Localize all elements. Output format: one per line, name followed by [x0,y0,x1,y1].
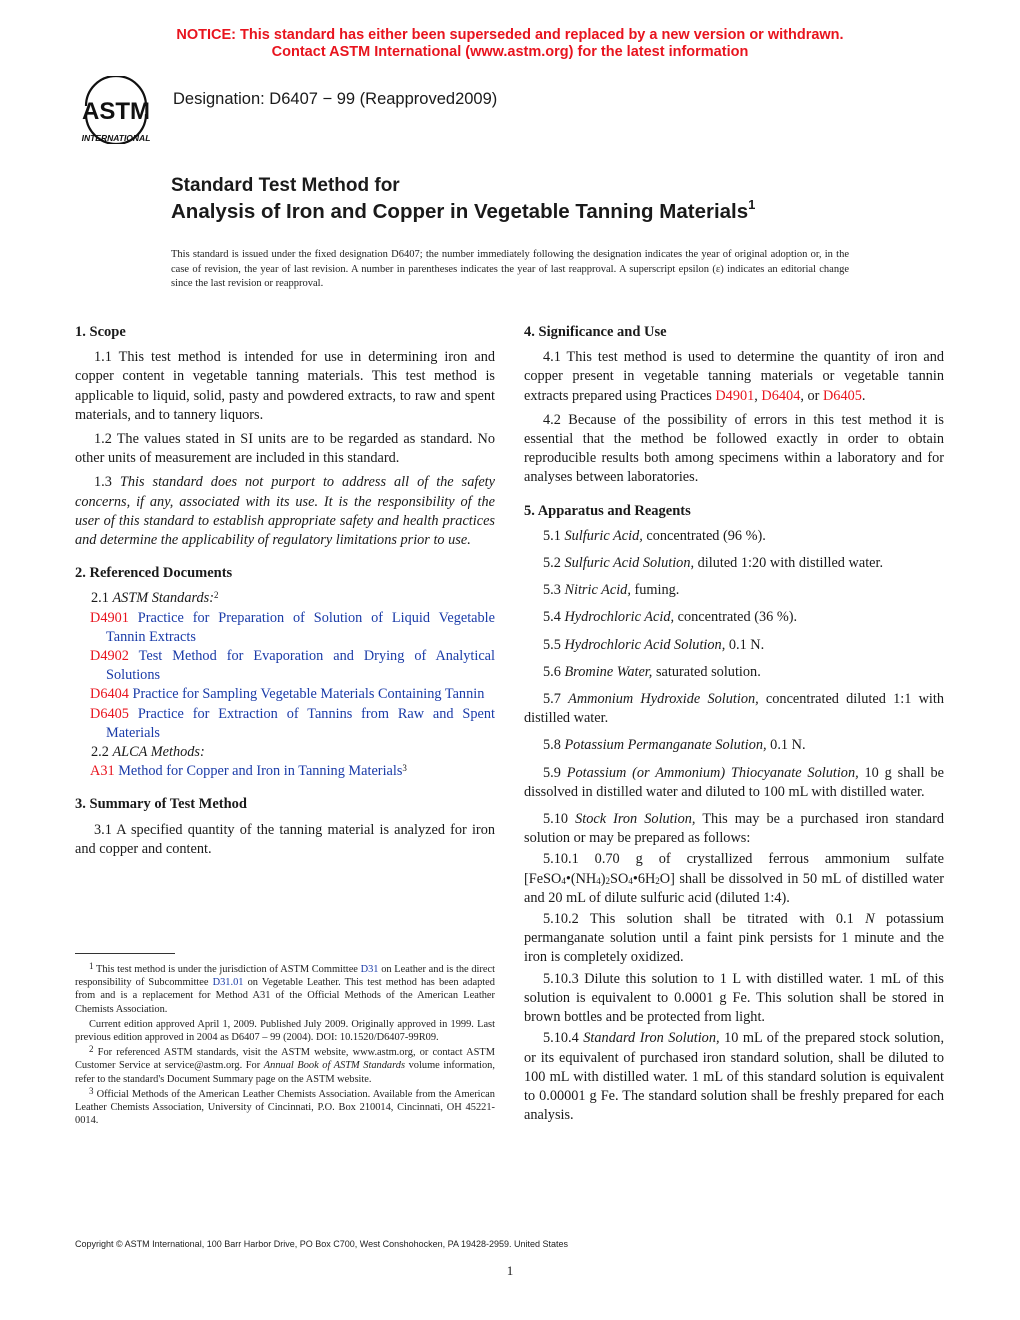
withdrawn-notice [0,27,1020,61]
item-5-2: 5.2 Sulfuric Acid Solution, diluted 1:20 with distilled water. [543,555,884,572]
section-heading-apparatus: 5. Apparatus and Reagents [524,502,691,519]
footnote-3: $^3$ Official Methods of the American Leather Chemists Association. Available from the American Leather Chemists Association, University of Cincinnati, P.O. Box 210014, Cincinnati, OH 45221-0014. [75,1085,495,1127]
para-3-1: 3.1 A specified quantity of the tanning material is analyzed for iron and copper and content. [75,821,495,857]
para-4-2: 4.2 Because of the possibility of errors in this test method it is essential that the method be followed exactly in order to obtain reproducible results both among specimens within a laboratory and for analyses between laboratories. [524,411,944,486]
para-1-2: 1.2 The values stated in SI units are to be regarded as standard. No other units of measurement are included in this standard. [75,431,495,467]
footnote-1: $^1$ This test method is under the jurisdiction of ASTM Committee D31 on Leather and is the direct responsibility of Subcommittee D31.01 on Vegetable Leather. This test method has been adapted from and is a replacement for Method A31 of the Official Methods of the American Leather Chemists Association. [75,961,495,1015]
item-5-10: 5.10 Stock Iron Solution, This may be a purchased iron standard solution or may be prepared as follows: [524,811,944,847]
issued-note: This standard is issued under the fixed designation D6407; the number immediately following the designation indicates the year of original adoption or, in the case of revision, the year of last revision. A number in parentheses indicates the year of last reapproval. A superscript epsilon (ε) indicates an editorial change since the last revision or reapproval. [171,249,849,289]
alca-methods-label: 2.2 ALCA Methods: [91,744,205,761]
link-d6405[interactable]: D6405 [822,387,862,404]
notice-line-2: Contact ASTM International (www.astm.org) for the latest information [271,44,749,60]
link-d31-01[interactable]: D31.01 [212,977,244,989]
item-5-9: 5.9 Potassium (or Ammonium) Thiocyanate Solution, 10 g shall be dissolved in distilled water and diluted to 100 mL with distilled water. [524,764,944,800]
section-heading-scope: 1. Scope [75,324,126,340]
footnotes [75,963,495,1129]
item-5-3: 5.3 Nitric Acid, fuming. [543,582,680,599]
title-line-2: Analysis of Iron and Copper in Vegetable Tanning Materials$^1$ [171,197,756,223]
ref-d4901[interactable]: D4901 Practice for Preparation of Solution of Liquid Vegetable Tannin Extracts [90,609,495,645]
item-5-8: 5.8 Potassium Permanganate Solution, 0.1 N. [543,737,806,754]
svg-text:INTERNATIONAL: INTERNATIONAL [81,133,151,143]
section-heading-significance: 4. Significance and Use [524,324,667,340]
left-column [75,323,495,864]
link-d31[interactable]: D31 [360,964,379,975]
para-4-1: 4.1 This test method is used to determine the quantity of iron and copper present in vegetable tanning materials or vegetable tannin extracts prepared using Practices D4901, D6404, or D6405. [524,349,944,404]
svg-text:ASTM: ASTM [82,98,150,125]
ref-d6404[interactable]: D6404 Practice for Sampling Vegetable Materials Containing Tannin [90,686,485,703]
page-number: 1 [506,1263,514,1278]
para-1-3: 1.3 This standard does not purport to address all of the safety concerns, if any, associated with its use. It is the responsibility of the user of this standard to establish appropriate safety and health practices and determine the applicability of regulatory limitations prior to use. [75,474,495,549]
item-5-10-1: 5.10.1 0.70 g of crystallized ferrous ammonium sulfate $[FeSO_4•(NH_4)_2SO_4•6H_2O]$ shall be dissolved in 50 mL of distilled water and 20 mL of dilute sulfuric acid (diluted 1:4). [524,851,944,906]
para-1-1: 1.1 This test method is intended for use in determining iron and copper content in vegetable tanning materials. This test method is applicable to liquid, solid, pasty and powdered extracts, to raw and spent materials, and to tannery liquors. [75,349,495,423]
ref-d4902[interactable]: D4902 Test Method for Evaporation and Drying of Analytical Solutions [90,648,495,684]
link-d4901[interactable]: D4901 [715,387,755,404]
item-5-10-2: 5.10.2 This solution shall be titrated with 0.1 N potassium permanganate solution until a faint pink persists for 1 minute and the iron is completely oxidized. [524,911,944,966]
copyright-footer: Copyright © ASTM International, 100 Barr Harbor Drive, PO Box C700, West Conshohocken, PA 19428-2959. United States [75,1239,569,1249]
right-column [524,323,944,1130]
footnote-2: $^2$ For referenced ASTM standards, visit the ASTM website, www.astm.org, or contact ASTM Customer Service at service@astm.org. For Annual Book of ASTM Standards volume information, refer to the standard's Document Summary page on the ASTM website. [75,1044,495,1085]
ref-a31[interactable]: A31 Method for Copper and Iron in Tanning Materials$^3$ [90,763,407,780]
section-heading-summary: 3. Summary of Test Method [75,796,247,813]
title-line-1: Standard Test Method for [171,175,400,196]
astm-logo [72,76,162,144]
designation: Designation: D6407 − 99 (Reapproved2009) [173,90,498,108]
item-5-10-3: 5.10.3 Dilute this solution to 1 L with distilled water. 1 mL of this solution is equivalent to 0.0001 g Fe. This solution shall be stored in brown bottles and be protected from light. [524,970,944,1026]
item-5-6: 5.6 Bromine Water, saturated solution. [543,663,761,680]
item-5-1: 5.1 Sulfuric Acid, concentrated (96 %). [543,527,766,544]
notice-line-1: NOTICE: This standard has either been superseded and replaced by a new version or withdrawn. [176,27,844,43]
astm-logo-icon [72,76,162,144]
section-heading-referenced-documents: 2. Referenced Documents [75,565,233,582]
link-d6404[interactable]: D6404 [761,387,801,404]
item-5-7: 5.7 Ammonium Hydroxide Solution, concentrated diluted 1:1 with distilled water. [524,691,944,727]
item-5-10-4: 5.10.4 Standard Iron Solution, 10 mL of the prepared stock solution, or its equivalent of purchased iron standard solution, shall be diluted to 100 mL with distilled water. 1 mL of this standard solution is equivalent to 0.00001 g Fe. The standard solution shall be freshly prepared for each analysis. [524,1030,945,1124]
ref-d6405[interactable]: D6405 Practice for Extraction of Tannins from Raw and Spent Materials [90,705,495,741]
footnote-1-edition: Current edition approved April 1, 2009. Published July 2009. Originally approved in 1999. Last previous edition approved in 2004 as D6407 – 99 (2004). DOI: 10.1520/D6407-99R09. [75,1018,495,1044]
footnote-divider [75,953,175,954]
astm-standards-label: 2.1 ASTM Standards:$^2$ [91,590,219,607]
item-5-4: 5.4 Hydrochloric Acid, concentrated (36 %). [543,609,798,626]
item-5-5: 5.5 Hydrochloric Acid Solution, 0.1 N. [543,636,765,653]
